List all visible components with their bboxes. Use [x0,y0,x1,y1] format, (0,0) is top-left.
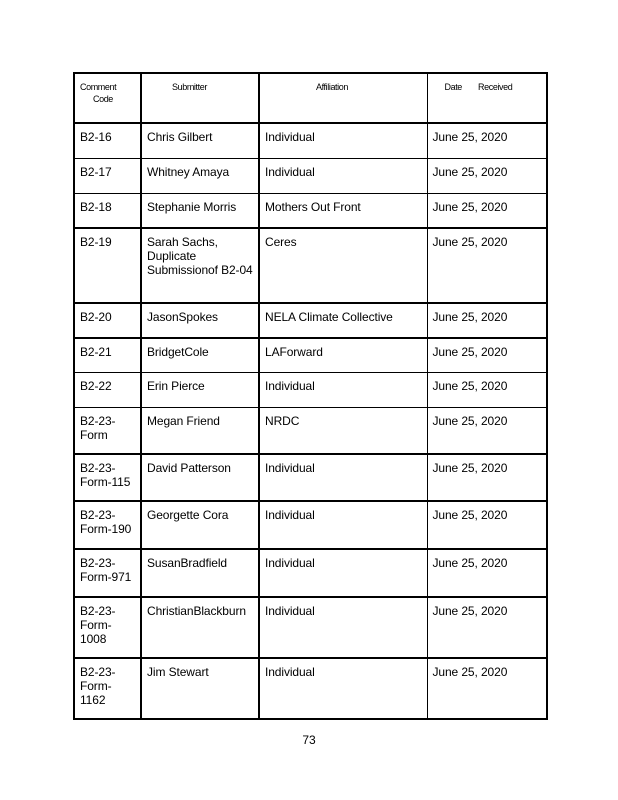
table-row [74,158,547,193]
cell-affiliation: Ceres [259,228,427,303]
cell-affiliation: Mothers Out Front [259,193,427,228]
cell-code: B2-23-Form [74,407,141,454]
cell-code: B2-18 [74,193,141,228]
cell-date: June 25, 2020 [427,597,547,658]
cell-date: June 25, 2020 [427,501,547,549]
header-submitter: Submitter [141,73,259,123]
table-row [74,549,547,597]
cell-submitter: Erin Pierce [141,372,259,407]
table-row [74,658,547,719]
cell-affiliation: Individual [259,597,427,658]
cell-code: B2-22 [74,372,141,407]
table-row [74,501,547,549]
cell-date: June 25, 2020 [427,193,547,228]
cell-submitter: JasonSpokes [141,303,259,338]
cell-submitter: SusanBradfield [141,549,259,597]
cell-submitter: Chris Gilbert [141,123,259,158]
header-comment-code-line1: Comment [80,82,117,92]
cell-code: B2-16 [74,123,141,158]
table-row [74,597,547,658]
cell-affiliation: NRDC [259,407,427,454]
header-received: Received [478,82,513,92]
cell-affiliation: NELA Climate Collective [259,303,427,338]
table-row [74,123,547,158]
comment-table [73,72,548,720]
cell-code: B2-17 [74,158,141,193]
table-row [74,338,547,372]
cell-submitter: Georgette Cora [141,501,259,549]
header-comment-code-line2: Code [93,94,113,104]
cell-code: B2-19 [74,228,141,303]
cell-date: June 25, 2020 [427,658,547,719]
table-row [74,228,547,303]
table-row [74,407,547,454]
cell-affiliation: Individual [259,454,427,501]
cell-submitter: David Patterson [141,454,259,501]
cell-code: B2-23-Form-1008 [74,597,141,658]
cell-date: June 25, 2020 [427,549,547,597]
cell-affiliation: Individual [259,501,427,549]
cell-code: B2-23-Form-971 [74,549,141,597]
cell-code: B2-23-Form-1162 [74,658,141,719]
cell-submitter: Megan Friend [141,407,259,454]
cell-affiliation: LAForward [259,338,427,372]
cell-code: B2-23-Form-115 [74,454,141,501]
cell-code: B2-20 [74,303,141,338]
cell-submitter: Whitney Amaya [141,158,259,193]
cell-affiliation: Individual [259,372,427,407]
cell-affiliation: Individual [259,158,427,193]
cell-submitter: Stephanie Morris [141,193,259,228]
table-row [74,303,547,338]
cell-submitter: BridgetCole [141,338,259,372]
cell-date: June 25, 2020 [427,303,547,338]
cell-code: B2-23-Form-190 [74,501,141,549]
cell-affiliation: Individual [259,549,427,597]
cell-affiliation: Individual [259,658,427,719]
cell-code: B2-21 [74,338,141,372]
table-row [74,372,547,407]
page-number: 73 [302,733,316,747]
cell-affiliation: Individual [259,123,427,158]
cell-date: June 25, 2020 [427,228,547,303]
header-comment-code [74,73,141,123]
cell-date: June 25, 2020 [427,158,547,193]
cell-date: June 25, 2020 [427,407,547,454]
table-row [74,193,547,228]
cell-date: June 25, 2020 [427,338,547,372]
header-date: Date [444,82,462,92]
header-affiliation: Affiliation [259,73,427,123]
cell-date: June 25, 2020 [427,454,547,501]
table-row [74,454,547,501]
header-date-received [427,73,547,123]
cell-submitter: Jim Stewart [141,658,259,719]
cell-submitter: Sarah Sachs, Duplicate Submissionof B2-04 [141,228,259,303]
cell-date: June 25, 2020 [427,372,547,407]
cell-submitter: ChristianBlackburn [141,597,259,658]
cell-date: June 25, 2020 [427,123,547,158]
table-header-row [74,73,547,123]
